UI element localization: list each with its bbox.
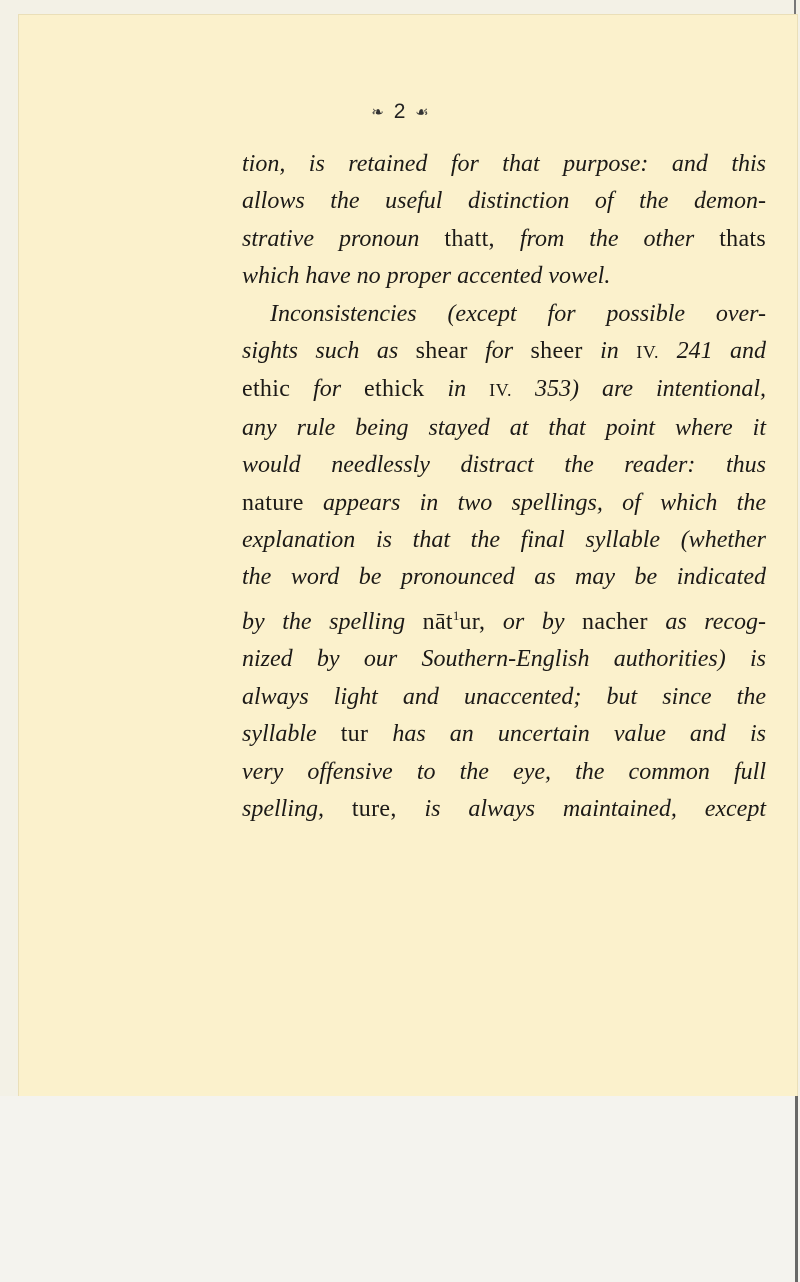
italic-run: for xyxy=(290,376,365,403)
text-line xyxy=(242,716,766,753)
italic-run: or by xyxy=(485,608,583,635)
italic-run: in xyxy=(582,338,637,365)
text-line xyxy=(242,371,766,409)
italic-run: appears in two spellings, of which the xyxy=(303,489,766,516)
text-line xyxy=(242,333,766,371)
italic-run: the word be pronounced as may be indicated xyxy=(242,564,766,591)
roman-word: ture, xyxy=(351,795,397,822)
italic-run: explanation is that the final syllable (whether xyxy=(242,527,766,554)
page-number: 2 xyxy=(393,100,406,123)
italic-run: always light and unaccented; but since the xyxy=(242,683,766,710)
superscript: 1 xyxy=(452,607,460,623)
italic-run: by the spelling xyxy=(242,608,423,635)
text-line xyxy=(242,410,766,447)
italic-run: is always maintained, except xyxy=(396,795,766,822)
roman-word: thats xyxy=(719,225,767,252)
text-line xyxy=(242,559,766,596)
italic-run: 353) are intentional, xyxy=(512,376,766,403)
text-line xyxy=(242,791,766,828)
page-edge-shadow xyxy=(795,1096,798,1282)
text-line xyxy=(242,597,766,641)
italic-run: allows the useful distinction of the demon- xyxy=(242,188,766,215)
italic-run: very offensive to the eye, the common full xyxy=(242,758,766,785)
italic-run: has an uncertain value and is xyxy=(368,721,766,748)
text-line xyxy=(242,183,766,220)
roman-word: ethic xyxy=(242,376,291,403)
roman-word: ur, xyxy=(459,608,486,635)
roman-word: sheer xyxy=(530,338,583,365)
text-line xyxy=(242,221,766,258)
italic-run: strative pronoun xyxy=(242,225,445,252)
fleuron-left-icon: ❧ xyxy=(371,104,384,122)
italic-run: syllable xyxy=(242,721,341,748)
text-line xyxy=(242,485,766,522)
scan-background xyxy=(0,1096,800,1282)
roman-word: IV. xyxy=(636,342,660,363)
body-text xyxy=(242,146,766,828)
text-line xyxy=(242,258,766,295)
roman-word: tur xyxy=(340,721,369,748)
italic-run: from the other xyxy=(494,225,720,252)
text-line xyxy=(242,447,766,484)
italic-run: Inconsistencies (except for possible over- xyxy=(270,300,766,327)
text-line xyxy=(242,146,766,183)
roman-word: nāt xyxy=(422,608,453,635)
text-line xyxy=(242,522,766,559)
italic-run: which have no proper accented vowel. xyxy=(242,263,611,290)
roman-word: shear xyxy=(415,338,468,365)
italic-run: spelling, xyxy=(242,795,352,822)
text-line xyxy=(242,641,766,678)
italic-run: as recog- xyxy=(647,608,766,635)
page-edge-tick xyxy=(794,0,796,14)
text-line xyxy=(242,679,766,716)
italic-run: sights such as xyxy=(242,338,416,365)
italic-run: 241 and xyxy=(659,338,766,365)
roman-word: ethick xyxy=(364,376,425,403)
italic-run: nized by our Southern-English authorities) is xyxy=(242,646,766,673)
text-line xyxy=(242,754,766,791)
page-header xyxy=(0,100,800,124)
roman-word: nature xyxy=(242,489,304,516)
italic-run: would needlessly distract the reader: thus xyxy=(242,452,766,479)
italic-run: tion, is retained for that purpose: and this xyxy=(242,151,766,177)
text-line xyxy=(242,296,766,333)
italic-run: in xyxy=(424,376,490,403)
roman-word: nacher xyxy=(582,608,648,635)
italic-run: for xyxy=(467,338,531,365)
roman-word: thatt, xyxy=(444,225,495,252)
fleuron-right-icon: ☙ xyxy=(415,104,429,122)
roman-word: IV. xyxy=(489,380,513,401)
italic-run: any rule being stayed at that point where it xyxy=(242,414,766,441)
